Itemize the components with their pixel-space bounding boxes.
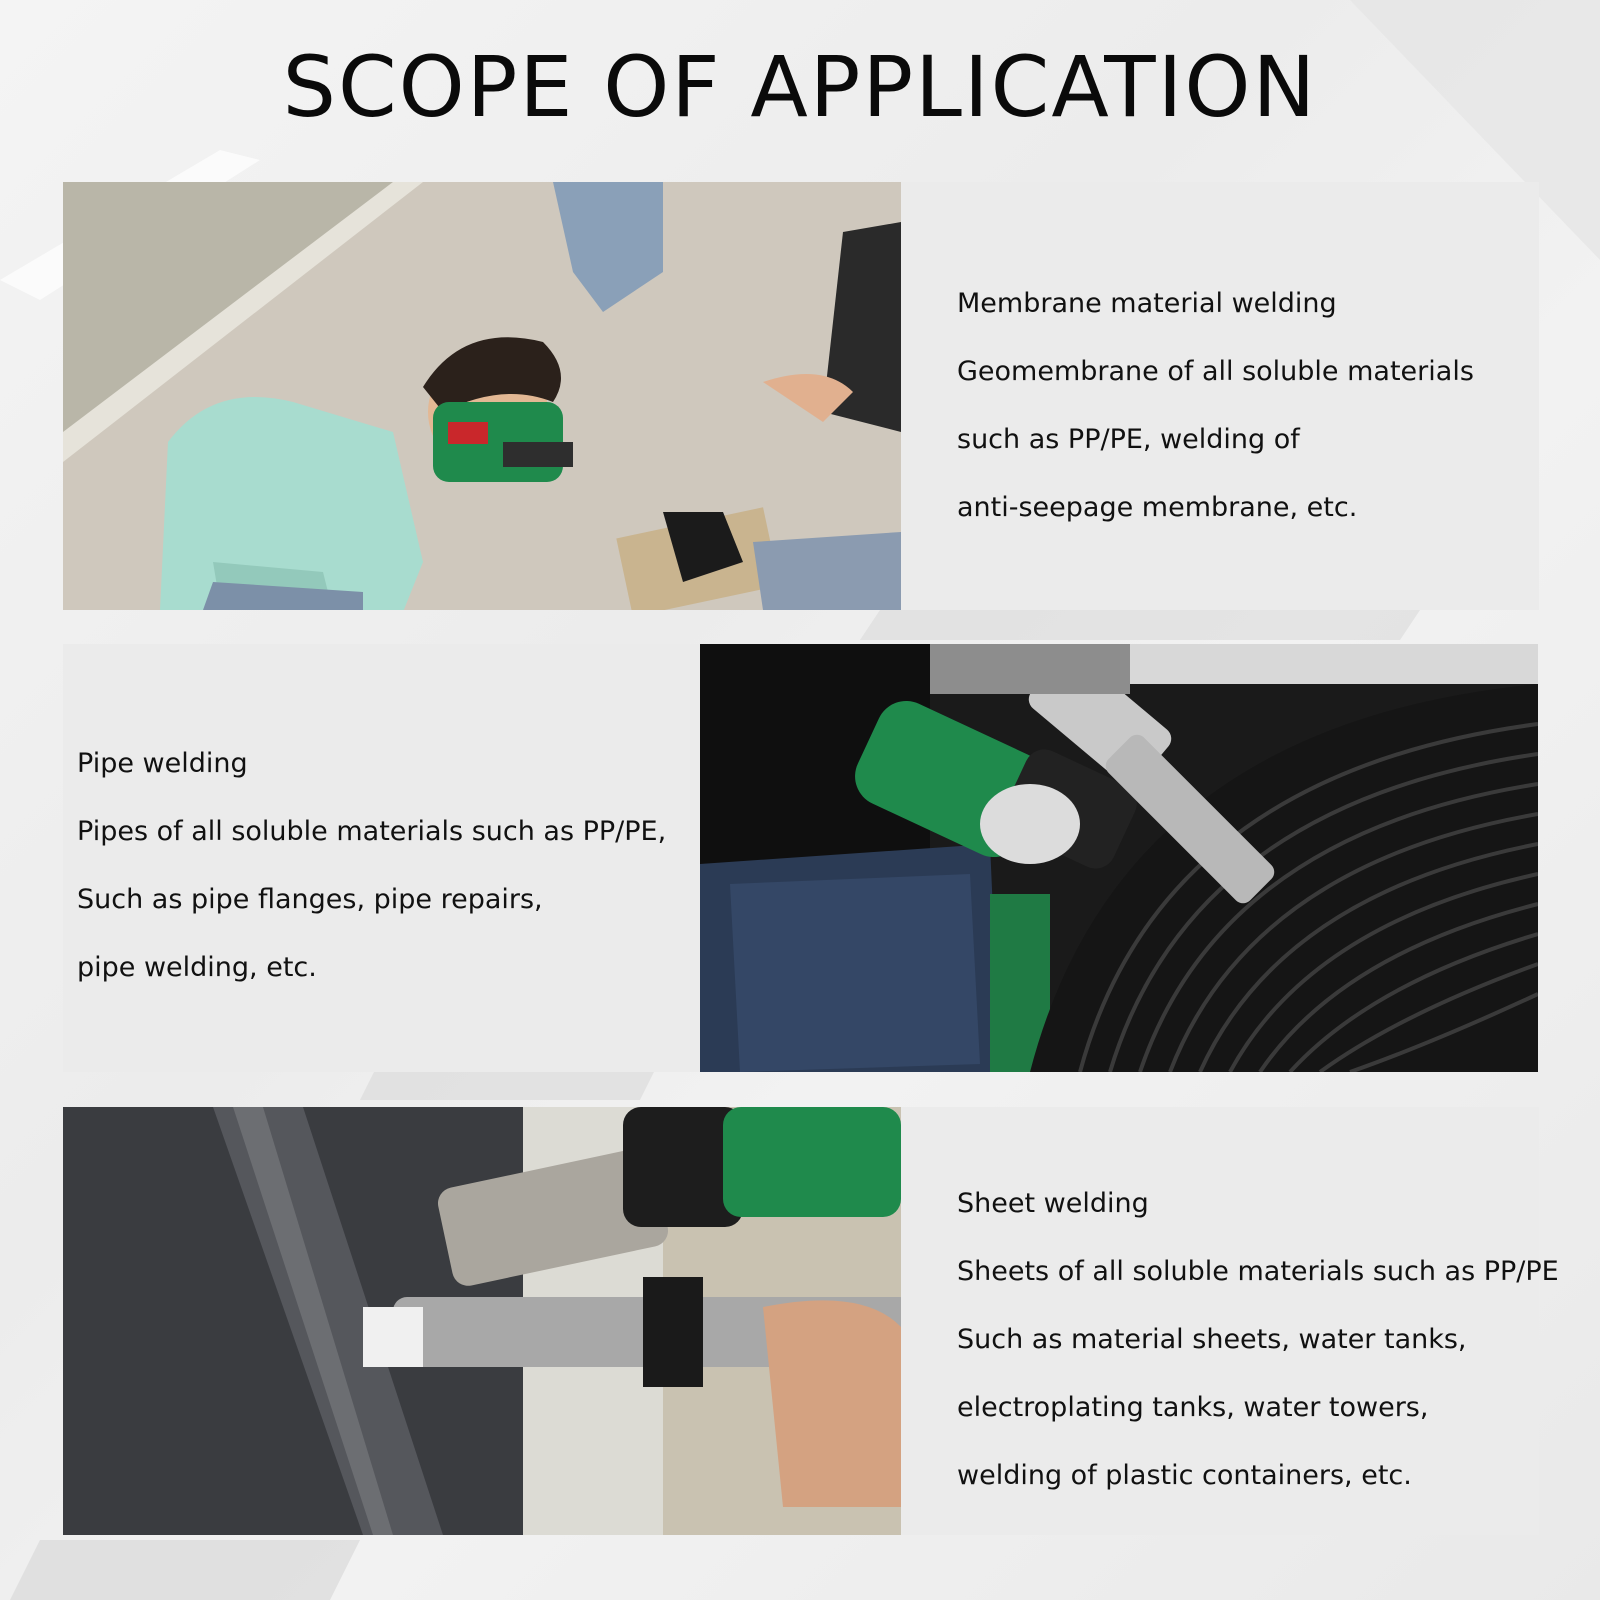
section-heading: Pipe welding: [77, 748, 248, 779]
section-line: anti-seepage membrane, etc.: [957, 492, 1358, 523]
pipe-description: [77, 730, 666, 1002]
section-line: Such as pipe flanges, pipe repairs,: [77, 884, 543, 915]
page-title: SCOPE OF APPLICATION: [282, 38, 1318, 136]
pipe-welding-photo: [700, 644, 1538, 1072]
section-line: such as PP/PE, welding of: [957, 424, 1300, 455]
section-line: welding of plastic containers, etc.: [957, 1460, 1412, 1491]
membrane-welding-photo: [63, 182, 901, 610]
section-line: electroplating tanks, water towers,: [957, 1392, 1429, 1423]
sheet-description: [957, 1170, 1559, 1510]
section-line: Such as material sheets, water tanks,: [957, 1324, 1467, 1355]
section-heading: Membrane material welding: [957, 288, 1337, 319]
section-line: Sheets of all soluble materials such as PP/PE: [957, 1256, 1559, 1287]
section-line: Pipes of all soluble materials such as PP/PE,: [77, 816, 667, 847]
sheet-welding-photo: [63, 1107, 901, 1535]
section-heading: Sheet welding: [957, 1188, 1149, 1219]
section-line: pipe welding, etc.: [77, 952, 317, 983]
section-line: Geomembrane of all soluble materials: [957, 356, 1474, 387]
membrane-description: [957, 270, 1474, 542]
